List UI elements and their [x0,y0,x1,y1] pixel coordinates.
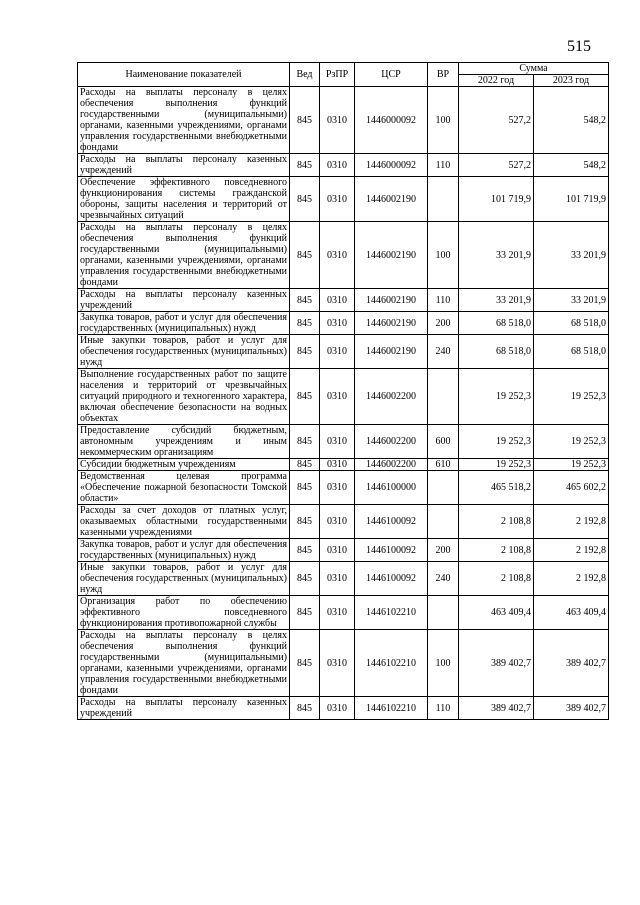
row-ved: 845 [290,630,320,697]
row-rzpr: 0310 [320,505,355,539]
row-rzpr: 0310 [320,630,355,697]
row-ved: 845 [290,539,320,562]
row-name: Расходы на выплаты персоналу в целях обеспечения выполнения функций государственными (муниципальными) органами, казенными учреждениями, органами управления государственными внебюджетными фондами [78,222,290,289]
row-ved: 845 [290,369,320,425]
row-csr: 1446000092 [355,87,428,154]
row-rzpr: 0310 [320,425,355,459]
row-rzpr: 0310 [320,177,355,222]
row-vr: 100 [428,630,459,697]
table-body [78,87,609,720]
row-csr: 1446100092 [355,539,428,562]
table-row [78,335,609,369]
row-csr: 1446002200 [355,459,428,471]
row-name: Расходы на выплаты персоналу казенных учреждений [78,154,290,177]
row-csr: 1446002190 [355,335,428,369]
row-vr: 100 [428,222,459,289]
row-sum-2023: 68 518,0 [534,312,609,335]
row-sum-2023: 33 201,9 [534,222,609,289]
row-csr: 1446002190 [355,312,428,335]
row-name: Расходы на выплаты персоналу в целях обеспечения выполнения функций государственными (муниципальными) органами, казенными учреждениями, органами управления государственными внебюджетными фондами [78,630,290,697]
row-ved: 845 [290,505,320,539]
row-name: Организация работ по обеспечению эффективного повседневного функционирования противопожарной службы [78,596,290,630]
row-vr [428,177,459,222]
row-rzpr: 0310 [320,596,355,630]
header-ved: Вед [290,63,320,87]
row-name: Ведомственная целевая программа «Обеспечение пожарной безопасности Томской области» [78,471,290,505]
row-sum-2022: 19 252,3 [459,369,534,425]
row-rzpr: 0310 [320,222,355,289]
row-ved: 845 [290,289,320,312]
row-name: Расходы на выплаты персоналу казенных учреждений [78,289,290,312]
row-vr: 200 [428,312,459,335]
row-sum-2022: 68 518,0 [459,312,534,335]
row-csr: 1446100092 [355,562,428,596]
row-vr: 610 [428,459,459,471]
row-csr: 1446002200 [355,369,428,425]
row-csr: 1446002190 [355,177,428,222]
row-sum-2023: 2 192,8 [534,505,609,539]
row-csr: 1446000092 [355,154,428,177]
row-name: Расходы за счет доходов от платных услуг, оказываемых областными государственными казенными учреждениями [78,505,290,539]
row-csr: 1446102210 [355,596,428,630]
row-csr: 1446102210 [355,630,428,697]
header-year-2022: 2022 год [459,75,534,87]
row-sum-2023: 465 602,2 [534,471,609,505]
row-name: Закупка товаров, работ и услуг для обеспечения государственных (муниципальных) нужд [78,312,290,335]
row-sum-2023: 19 252,3 [534,459,609,471]
row-sum-2023: 19 252,3 [534,369,609,425]
row-vr [428,471,459,505]
row-sum-2022: 527,2 [459,154,534,177]
header-sum: Сумма [459,63,609,75]
row-vr: 600 [428,425,459,459]
row-sum-2022: 463 409,4 [459,596,534,630]
row-ved: 845 [290,596,320,630]
row-vr: 100 [428,87,459,154]
table-row [78,539,609,562]
row-rzpr: 0310 [320,369,355,425]
table-row [78,154,609,177]
row-name: Иные закупки товаров, работ и услуг для обеспечения государственных (муниципальных) нужд [78,335,290,369]
row-sum-2023: 389 402,7 [534,630,609,697]
table-row [78,630,609,697]
table-row [78,222,609,289]
table-row [78,562,609,596]
table-row [78,289,609,312]
row-vr: 110 [428,289,459,312]
table-row [78,471,609,505]
row-ved: 845 [290,697,320,720]
row-rzpr: 0310 [320,335,355,369]
header-csr: ЦСР [355,63,428,87]
row-sum-2023: 2 192,8 [534,562,609,596]
row-sum-2022: 33 201,9 [459,289,534,312]
row-csr: 1446102210 [355,697,428,720]
row-ved: 845 [290,222,320,289]
row-sum-2022: 2 108,8 [459,562,534,596]
table-row [78,697,609,720]
row-vr [428,596,459,630]
row-ved: 845 [290,562,320,596]
row-rzpr: 0310 [320,289,355,312]
row-sum-2023: 2 192,8 [534,539,609,562]
row-sum-2022: 33 201,9 [459,222,534,289]
row-sum-2023: 548,2 [534,87,609,154]
row-rzpr: 0310 [320,154,355,177]
row-name: Расходы на выплаты персоналу в целях обеспечения выполнения функций государственными (муниципальными) органами, казенными учреждениями, органами управления государственными внебюджетными фондами [78,87,290,154]
row-sum-2023: 33 201,9 [534,289,609,312]
row-rzpr: 0310 [320,471,355,505]
row-sum-2023: 389 402,7 [534,697,609,720]
row-sum-2022: 19 252,3 [459,459,534,471]
row-vr: 200 [428,539,459,562]
page-number: 515 [567,38,591,55]
row-vr: 240 [428,562,459,596]
row-rzpr: 0310 [320,459,355,471]
row-ved: 845 [290,471,320,505]
row-ved: 845 [290,154,320,177]
row-rzpr: 0310 [320,697,355,720]
row-sum-2023: 463 409,4 [534,596,609,630]
table-header [78,63,609,87]
row-sum-2023: 19 252,3 [534,425,609,459]
row-name: Субсидии бюджетным учреждениям [78,459,290,471]
row-sum-2022: 389 402,7 [459,697,534,720]
row-name: Обеспечение эффективного повседневного функционирования системы гражданской обороны, защиты населения и территорий от чрезвычайных ситуаций [78,177,290,222]
row-name: Иные закупки товаров, работ и услуг для обеспечения государственных (муниципальных) нужд [78,562,290,596]
table-row [78,459,609,471]
row-sum-2022: 465 518,2 [459,471,534,505]
row-name: Расходы на выплаты персоналу казенных учреждений [78,697,290,720]
row-vr [428,369,459,425]
row-ved: 845 [290,177,320,222]
table-row [78,87,609,154]
row-sum-2022: 2 108,8 [459,539,534,562]
header-year-2023: 2023 год [534,75,609,87]
row-csr: 1446002190 [355,289,428,312]
row-rzpr: 0310 [320,539,355,562]
row-ved: 845 [290,87,320,154]
table-row [78,312,609,335]
row-name: Выполнение государственных работ по защите населения и территорий от чрезвычайных ситуаций природного и техногенного характера, включая обеспечение безопасности на водных объектах [78,369,290,425]
row-rzpr: 0310 [320,87,355,154]
row-csr: 1446002190 [355,222,428,289]
row-sum-2022: 68 518,0 [459,335,534,369]
row-vr [428,505,459,539]
row-rzpr: 0310 [320,562,355,596]
table-row [78,177,609,222]
header-rzpr: РзПР [320,63,355,87]
row-name: Закупка товаров, работ и услуг для обеспечения государственных (муниципальных) нужд [78,539,290,562]
row-name: Предоставление субсидий бюджетным, автономным учреждениям и иным некоммерческим организациям [78,425,290,459]
row-sum-2023: 68 518,0 [534,335,609,369]
row-vr: 110 [428,697,459,720]
table-row [78,425,609,459]
row-ved: 845 [290,459,320,471]
budget-table [77,62,609,720]
row-sum-2022: 101 719,9 [459,177,534,222]
row-csr: 1446100000 [355,471,428,505]
row-sum-2022: 527,2 [459,87,534,154]
row-vr: 240 [428,335,459,369]
row-ved: 845 [290,312,320,335]
row-sum-2023: 101 719,9 [534,177,609,222]
header-vr: ВР [428,63,459,87]
row-vr: 110 [428,154,459,177]
row-rzpr: 0310 [320,312,355,335]
row-ved: 845 [290,335,320,369]
row-sum-2022: 19 252,3 [459,425,534,459]
table-row [78,369,609,425]
table-row [78,505,609,539]
row-sum-2022: 2 108,8 [459,505,534,539]
row-csr: 1446100092 [355,505,428,539]
row-sum-2022: 389 402,7 [459,630,534,697]
row-ved: 845 [290,425,320,459]
row-sum-2023: 548,2 [534,154,609,177]
header-name: Наименование показателей [78,63,290,87]
table-row [78,596,609,630]
row-csr: 1446002200 [355,425,428,459]
